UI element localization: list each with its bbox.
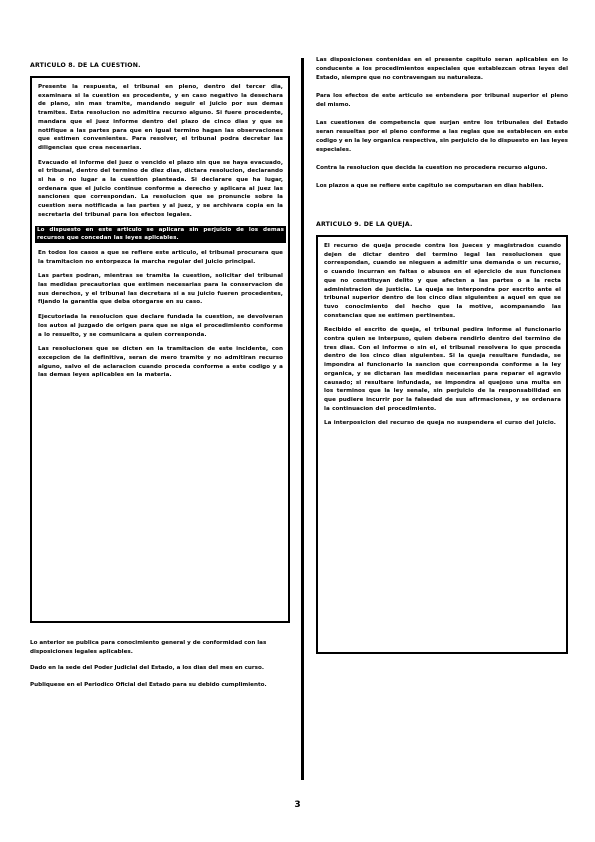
column-divider	[301, 58, 304, 780]
box-paragraph: Ejecutoriada la resolucion que declare fundada la cuestion, se devolveran los autos al juzgado de origen para que se siga el procedimiento conforme a lo resuelto, y se comunicara a quien corresponda.	[38, 314, 283, 338]
section-heading-right: ARTICULO 9. DE LA QUEJA.	[316, 221, 413, 228]
left-column	[30, 62, 290, 698]
box-paragraph: El recurso de queja procede contra los jueces y magistrados cuando dejen de dictar dentro del termino legal las resoluciones que correspondan, cuando se nieguen a admitir una demanda o un recurso, o cuando incurran en faltas o abusos en el ejercicio de sus funciones que no constituyan delito y que afecten a las partes o a la recta administracion de justicia. La queja se interpondra por escrito ante el tribunal superior dentro de los cinco dias siguientes a aquel en que se tuvo conocimiento del hecho que la motive, acompanando las constancias que se estimen pertinentes.	[324, 243, 561, 319]
right-paragraph: Las disposiciones contenidas en el presente capitulo seran aplicables en lo conducente a los procedimientos especiales que establezcan otras leyes del Estado, siempre que no contravengan su naturaleza.	[316, 57, 568, 81]
box-paragraph: La interposicion del recurso de queja no suspendera el curso del juicio.	[324, 420, 556, 427]
right-paragraph: Los plazos a que se refiere este capitulo se computaran en dias habiles.	[316, 183, 544, 189]
right-paragraph: Las cuestiones de competencia que surjan entre los tribunales del Estado seran resueltas por el pleno conforme a las reglas que se establecen en este codigo y en la ley organica respectiva, sin perjuicio de lo dispuesto en las leyes especiales.	[316, 120, 568, 153]
right-column	[316, 56, 568, 654]
footer-paragraph: Lo anterior se publica para conocimiento general y de conformidad con las disposiciones legales aplicables.	[30, 640, 267, 655]
text-box-right	[316, 235, 568, 654]
box-paragraph: Presente la respuesta, el tribunal en pleno, dentro del tercer dia, examinara si la cuestion es procedente, y en caso negativo la desechara de plano, sin mas tramite, mandando seguir el juicio por sus demas tramites. Esta resolucion no admitira recurso alguno. Si fuere procedente, mandara que el juez informe dentro del plazo de cinco dias y que se notifique a las partes para que en igual termino hagan las observaciones que estimen convenientes. Para resolver, el tribunal podra decretar las diligencias que crea necesarias.	[38, 84, 283, 151]
box-paragraph: Evacuado el informe del juez o vencido el plazo sin que se haya evacuado, el tribunal, dentro del termino de diez dias, dictara resolucion, declarando si ha o no lugar a la cuestion planteada. Si declarare que ha lugar, ordenara que el juicio continue conforme a derecho y aplicara al juez las sanciones que correspondan. La resolucion que se pronuncie sobre la cuestion sera notificada a las partes y al juez, y se archivara copia en la secretaria del tribunal para los efectos legales.	[38, 159, 283, 218]
right-paragraph: Para los efectos de este articulo se entendera por tribunal superior el pleno del mismo.	[316, 93, 568, 108]
box-paragraph: Las resoluciones que se dicten en la tramitacion de este incidente, con excepcion de la definitiva, seran de mero tramite y no admitiran recurso alguno, salvo el de aclaracion cuando proceda conforme a este codigo y a las demas leyes aplicables en la materia.	[38, 346, 283, 379]
section-heading-left: ARTICULO 8. DE LA CUESTION.	[30, 62, 141, 69]
page-number: 3	[294, 800, 301, 810]
footer-paragraph: Dado en la sede del Poder Judicial del Estado, a los dias del mes en curso.	[30, 665, 264, 672]
box-paragraph: Recibido el escrito de queja, el tribunal pedira informe al funcionario contra quien se interpuso, quien debera rendirlo dentro del termino de tres dias. Con el informe o sin el, el tribunal resolvera lo que proceda dentro de los cinco dias siguientes. Si la queja resultare fundada, se impondra al funcionario la sancion que corresponda conforme a la ley organica, y se dictaran las medidas necesarias para reparar el agravio causado; si resultare infundada, se impondra al quejoso una multa en los terminos que la ley senale, sin perjuicio de la responsabilidad en que pudiere incurrir por la falsedad de sus afirmaciones, y se ordenara la continuacion del procedimiento.	[324, 327, 561, 412]
text-box-left	[30, 76, 290, 623]
box-paragraph: En todos los casos a que se refiere este articulo, el tribunal procurara que la tramitacion no entorpezca la marcha regular del juicio principal.	[38, 249, 283, 265]
left-footer	[30, 639, 290, 690]
highlighted-paragraph: Lo dispuesto en este articulo se aplicara sin perjuicio de los demas recursos que concedan las leyes aplicables.	[37, 226, 284, 242]
box-paragraph: Las partes podran, mientras se tramita la cuestion, solicitar del tribunal las medidas precautorias que estimen necesarias para la conservacion de sus derechos, y el tribunal las decretara si a su juicio fueren procedentes, fijando la garantia que deba otorgarse en su caso.	[38, 273, 283, 306]
footer-paragraph: Publiquese en el Periodico Oficial del Estado para su debido cumplimiento.	[30, 682, 267, 689]
right-paragraph: Contra la resolucion que decida la cuestion no procedera recurso alguno.	[316, 165, 548, 171]
